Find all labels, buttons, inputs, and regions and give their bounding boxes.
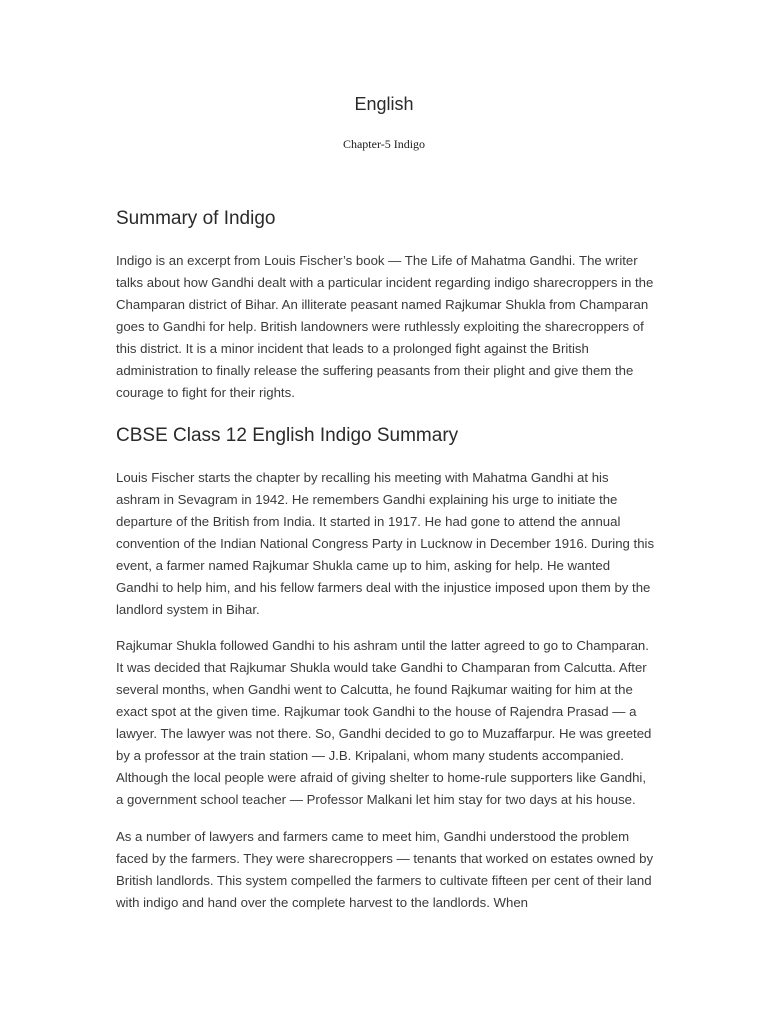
paragraph: Indigo is an excerpt from Louis Fischer’s book — The Life of Mahatma Gandhi. The writer talks about how Gandhi dealt with a particular incident regarding indigo sharecroppers in the Champaran district of Bihar. An illiterate peasant named Rajkumar Shukla from Champaran goes to Gandhi for help. British landowners were ruthlessly exploiting the sharecroppers of this district. It is a minor incident that leads to a prolonged fight against the British administration to finally release the suffering peasants from their plight and give them the courage to fight for their rights. <box>116 253 654 400</box>
section-cbse-summary <box>116 422 656 914</box>
document-title: English <box>354 94 414 114</box>
section-summary <box>116 205 656 404</box>
paragraph: Rajkumar Shukla followed Gandhi to his ashram until the latter agreed to go to Champaran. It was decided that Rajkumar Shukla would take Gandhi to Champaran from Calcutta. After several months, when Gandhi went to Calcutta, he found Rajkumar waiting for him at the exact spot at the given time. Rajkumar took Gandhi to the house of Rajendra Prasad — a lawyer. The lawyer was not there. So, Gandhi decided to go to Muzaffarpur. He was greeted by a professor at the train station — J.B. Kripalani, whom many students accompanied. Although the local people were afraid of giving shelter to home-rule supporters like Gandhi, a government school teacher — Professor Malkani let him stay for two days at his house. <box>116 638 652 807</box>
paragraph: As a number of lawyers and farmers came to meet him, Gandhi understood the problem faced by the farmers. They were sharecroppers — tenants that worked on estates owned by British landlords. This system compelled the farmers to cultivate fifteen per cent of their land with indigo and hand over the complete harvest to the landlords. When <box>116 829 654 910</box>
paragraph: Louis Fischer starts the chapter by recalling his meeting with Mahatma Gandhi at his ashram in Sevagram in 1942. He remembers Gandhi explaining his urge to initiate the departure of the British from India. It started in 1917. He had gone to attend the annual convention of the Indian National Congress Party in Lucknow in December 1916. During this event, a farmer named Rajkumar Shukla came up to him, asking for help. He wanted Gandhi to help him, and his fellow farmers deal with the injustice imposed upon them by the landlord system in Bihar. <box>116 470 655 617</box>
chapter-subtitle: Chapter-5 Indigo <box>342 137 426 151</box>
section-heading: Summary of Indigo <box>116 208 276 229</box>
document-body <box>116 205 656 914</box>
section-heading: CBSE Class 12 English Indigo Summary <box>116 425 459 446</box>
